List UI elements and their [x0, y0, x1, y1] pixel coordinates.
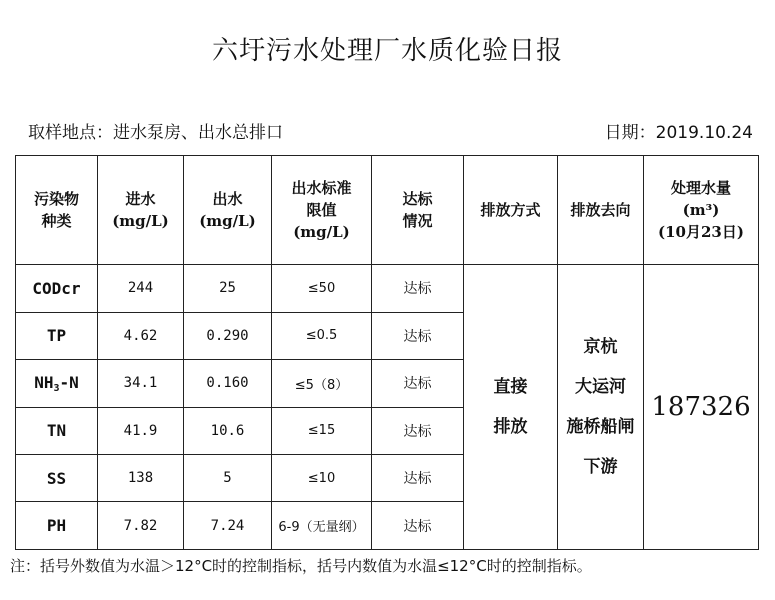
outflow-value: 0.160	[184, 360, 272, 407]
discharge-method-text: 直接	[493, 377, 528, 398]
discharge-dest-cell	[558, 265, 644, 550]
status-value: 达标	[372, 502, 464, 550]
discharge-dest-text: 京杭	[583, 337, 618, 358]
header-discharge-method: 排放方式	[464, 156, 558, 265]
header-text: 情况	[402, 212, 433, 231]
discharge-dest-text: 大运河	[575, 377, 626, 398]
discharge-dest-text: 下游	[583, 457, 618, 478]
water-quality-table	[15, 155, 759, 550]
header-text: 进水	[125, 190, 156, 209]
header-text: (10月23日)	[658, 223, 744, 242]
limit-value: ≤50	[272, 265, 372, 312]
pollutant-name: CODcr	[16, 265, 98, 312]
header-text: 出水标准	[291, 179, 352, 198]
header-volume	[644, 156, 759, 265]
header-inflow	[98, 156, 184, 265]
outflow-value: 5	[184, 454, 272, 501]
limit-value: ≤10	[272, 454, 372, 501]
limit-value: ≤5（8）	[272, 360, 372, 407]
report-date: 日期：2019.10.24	[604, 123, 753, 143]
header-discharge-dest: 排放去向	[558, 156, 644, 265]
inflow-value: 138	[98, 454, 184, 501]
header-text: 污染物	[33, 190, 79, 209]
limit-value: ≤0.5	[272, 312, 372, 359]
header-status	[372, 156, 464, 265]
header-outflow	[184, 156, 272, 265]
pollutant-name: PH	[16, 502, 98, 550]
header-text: 处理水量	[670, 179, 731, 198]
footnote: 注：括号外数值为水温＞12°C时的控制指标，括号内数值为水温≤12°C时的控制指标。	[10, 557, 592, 575]
status-value: 达标	[372, 360, 464, 407]
pollutant-name: SS	[16, 454, 98, 501]
report-title: 六圩污水处理厂水质化验日报	[211, 36, 563, 66]
treated-volume-value: 187326	[644, 265, 759, 550]
limit-value: ≤15	[272, 407, 372, 454]
header-limit	[272, 156, 372, 265]
inflow-value: 244	[98, 265, 184, 312]
inflow-value: 7.82	[98, 502, 184, 550]
pollutant-name-tail: -N	[59, 372, 79, 392]
header-text: 达标	[402, 190, 433, 209]
outflow-value: 0.290	[184, 312, 272, 359]
outflow-value: 7.24	[184, 502, 272, 550]
pollutant-name-main: NH	[34, 372, 54, 392]
status-value: 达标	[372, 265, 464, 312]
discharge-method-text: 排放	[493, 417, 528, 438]
sampling-location: 取样地点：进水泵房、出水总排口	[28, 123, 283, 143]
outflow-value: 10.6	[184, 407, 272, 454]
pollutant-name: TP	[16, 312, 98, 359]
status-value: 达标	[372, 312, 464, 359]
outflow-value: 25	[184, 265, 272, 312]
header-pollutant-type	[16, 156, 98, 265]
header-text: (mg/L)	[293, 223, 350, 242]
table-row	[16, 265, 759, 312]
inflow-value: 4.62	[98, 312, 184, 359]
header-row	[16, 156, 759, 265]
status-value: 达标	[372, 454, 464, 501]
header-text: 限值	[306, 201, 337, 220]
discharge-dest-text: 施桥船闸	[566, 417, 635, 438]
header-text: 出水	[212, 190, 243, 209]
header-text: 种类	[41, 212, 72, 231]
pollutant-name	[16, 360, 98, 407]
inflow-value: 41.9	[98, 407, 184, 454]
status-value: 达标	[372, 407, 464, 454]
header-text: (mg/L)	[112, 212, 169, 231]
discharge-method-cell	[464, 265, 558, 550]
pollutant-name-subscript: 3	[53, 382, 60, 394]
limit-value: 6-9（无量纲）	[272, 502, 372, 550]
inflow-value: 34.1	[98, 360, 184, 407]
pollutant-name: TN	[16, 407, 98, 454]
header-text: (mg/L)	[199, 212, 256, 231]
header-text: (m³)	[682, 201, 720, 220]
